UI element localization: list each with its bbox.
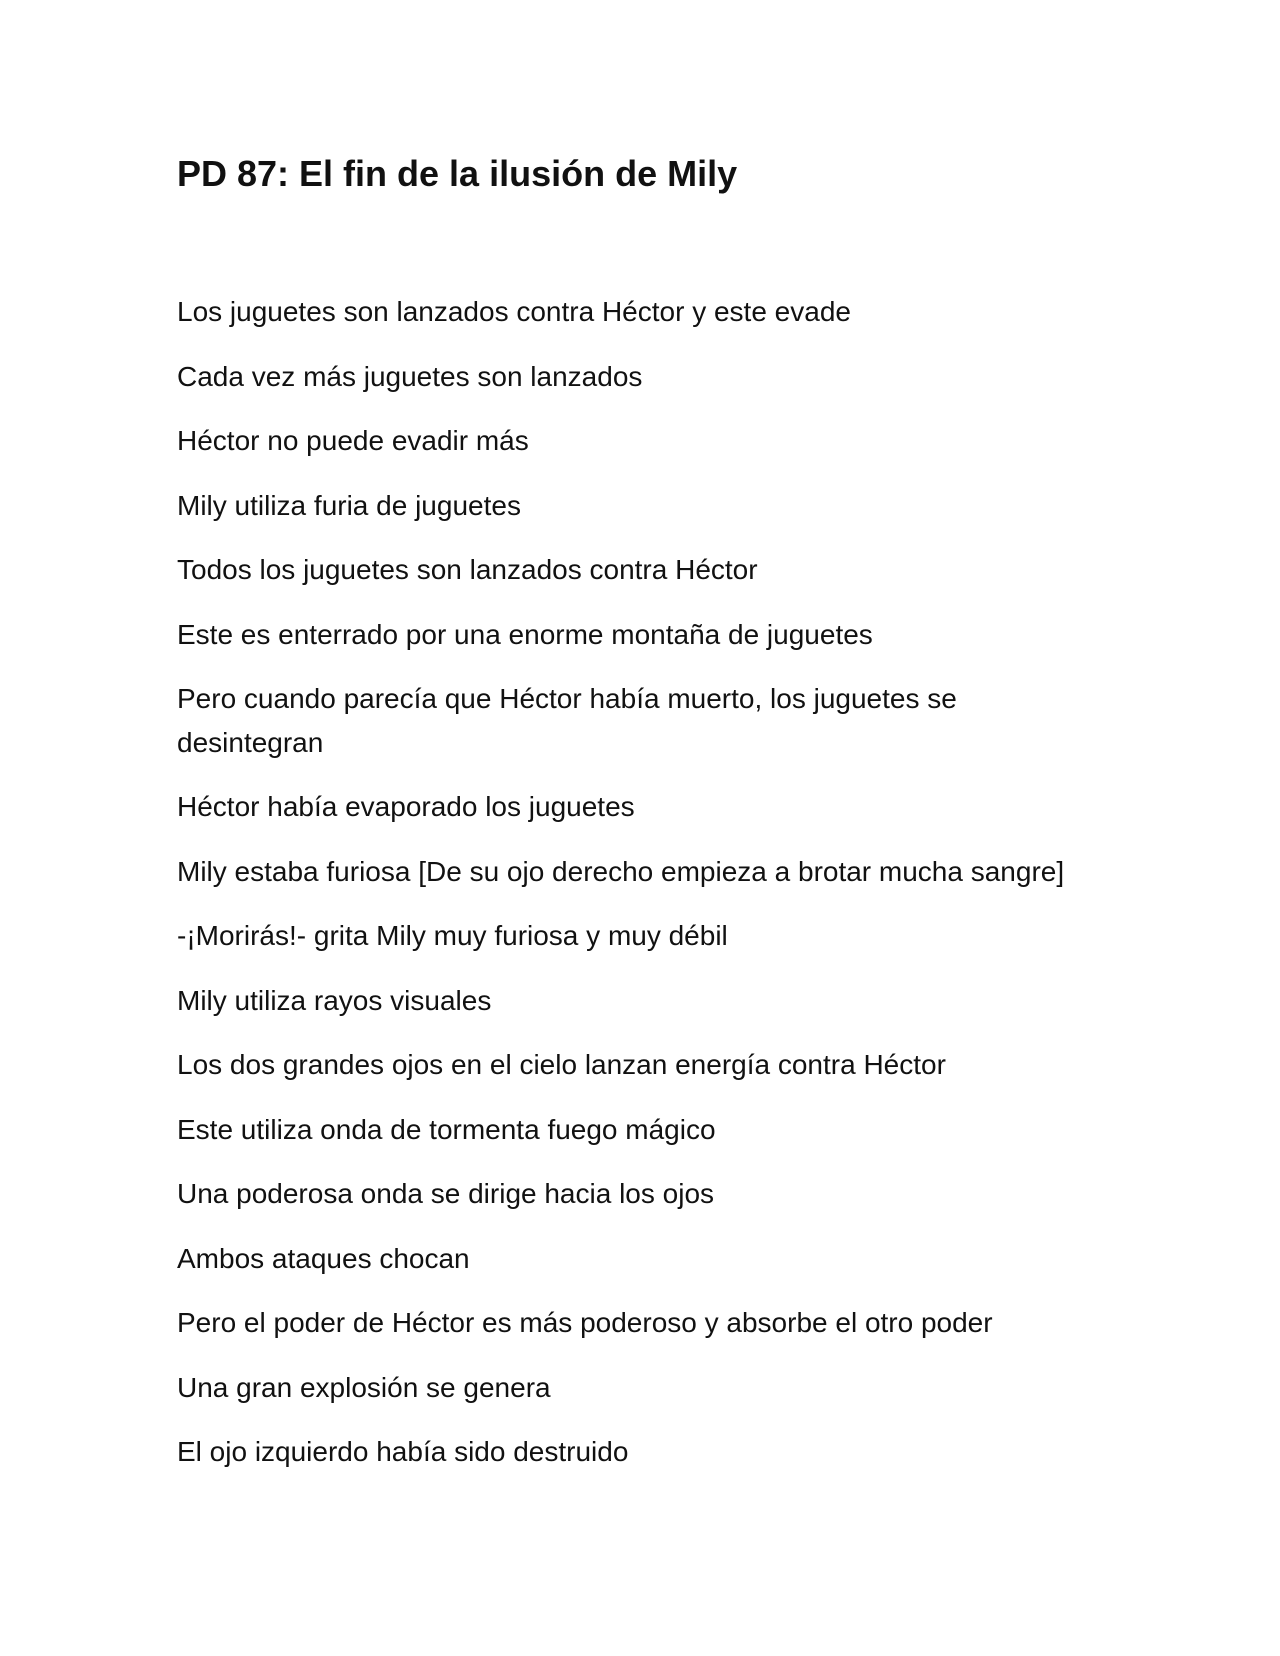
- paragraph: Pero el poder de Héctor es más poderoso y absorbe el otro poder: [177, 1307, 993, 1338]
- document-title: PD 87: El fin de la ilusión de Mily: [177, 153, 738, 194]
- paragraph: Pero cuando parecía que Héctor había muerto, los juguetes se desintegran: [177, 683, 957, 758]
- paragraph: Mily utiliza rayos visuales: [177, 984, 492, 1016]
- paragraph: Este es enterrado por una enorme montaña de juguetes: [177, 618, 873, 650]
- paragraph: Mily estaba furiosa [De su ojo derecho empieza a brotar mucha sangre]: [177, 855, 1065, 887]
- paragraph: Los dos grandes ojos en el cielo lanzan energía contra Héctor: [177, 1049, 946, 1080]
- paragraph: Cada vez más juguetes son lanzados: [177, 360, 643, 392]
- paragraph: Ambos ataques chocan: [177, 1242, 470, 1274]
- paragraph: El ojo izquierdo había sido destruido: [177, 1436, 629, 1467]
- paragraph: -¡Morirás!- grita Mily muy furiosa y muy débil: [177, 920, 728, 951]
- paragraph: Todos los juguetes son lanzados contra Héctor: [177, 554, 758, 585]
- paragraph: Una gran explosión se genera: [177, 1371, 551, 1403]
- document-body: [177, 290, 1107, 1495]
- paragraph: Mily utiliza furia de juguetes: [177, 489, 521, 521]
- paragraph: Los juguetes son lanzados contra Héctor y este evade: [177, 296, 851, 327]
- paragraph: Héctor no puede evadir más: [177, 425, 529, 456]
- paragraph: Este utiliza onda de tormenta fuego mágico: [177, 1113, 716, 1145]
- paragraph: Una poderosa onda se dirige hacia los ojos: [177, 1178, 715, 1209]
- paragraph: Héctor había evaporado los juguetes: [177, 791, 635, 822]
